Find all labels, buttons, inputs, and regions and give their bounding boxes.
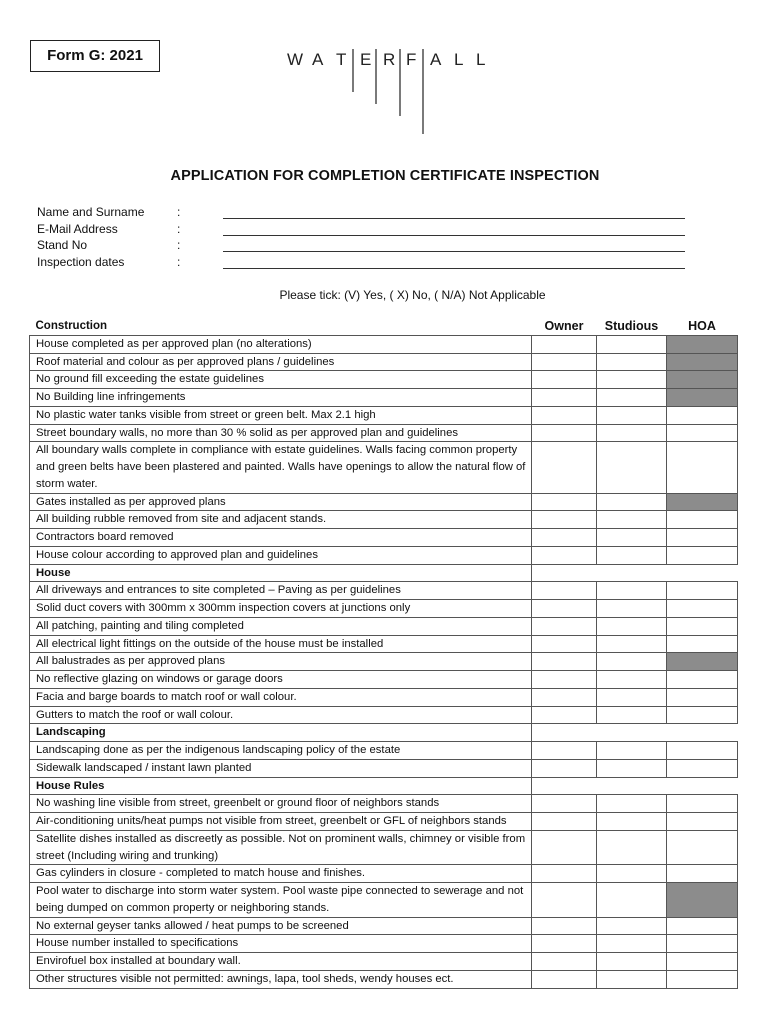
- hoa-tick-cell[interactable]: [667, 688, 738, 706]
- section-title: Construction: [30, 318, 532, 335]
- studious-tick-cell[interactable]: [597, 406, 667, 424]
- studious-tick-cell[interactable]: [597, 582, 667, 600]
- field-label: Inspection dates: [37, 255, 125, 270]
- owner-tick-cell[interactable]: [532, 546, 597, 564]
- field-colon: :: [177, 221, 181, 236]
- logo-letter: F: [406, 50, 417, 69]
- checklist-item-text: House completed as per approved plan (no alterations): [30, 335, 532, 353]
- hoa-shaded-cell: [667, 883, 738, 918]
- section-header-row: [30, 564, 738, 582]
- studious-tick-cell[interactable]: [597, 493, 667, 511]
- checklist-item-text: Sidewalk landscaped / instant lawn planted: [30, 759, 532, 777]
- studious-tick-cell[interactable]: [597, 706, 667, 724]
- section-header-row: [30, 777, 738, 795]
- inspection-checklist: [29, 318, 738, 989]
- owner-tick-cell[interactable]: [532, 865, 597, 883]
- studious-tick-cell[interactable]: [597, 759, 667, 777]
- hoa-tick-cell[interactable]: [667, 511, 738, 529]
- studious-tick-cell[interactable]: [597, 335, 667, 353]
- checklist-row: [30, 706, 738, 724]
- owner-tick-cell[interactable]: [532, 371, 597, 389]
- checklist-item-text: Landscaping done as per the indigenous landscaping policy of the estate: [30, 742, 532, 760]
- owner-tick-cell[interactable]: [532, 970, 597, 988]
- owner-tick-cell[interactable]: [532, 335, 597, 353]
- field-colon: :: [177, 255, 181, 270]
- hoa-tick-cell[interactable]: [667, 970, 738, 988]
- owner-tick-cell[interactable]: [532, 953, 597, 971]
- checklist-item-text: All driveways and entrances to site completed – Paving as per guidelines: [30, 582, 532, 600]
- applicant-fields: [37, 205, 697, 272]
- field-label: E-Mail Address: [37, 221, 118, 236]
- tick-instructions: Please tick: (V) Yes, ( X) No, ( N/A) Not Applicable: [279, 288, 546, 302]
- owner-tick-cell[interactable]: [532, 353, 597, 371]
- checklist-row: [30, 529, 738, 547]
- checklist-row: [30, 759, 738, 777]
- checklist-row: [30, 389, 738, 407]
- email-input-line[interactable]: [223, 235, 685, 236]
- column-header: HOA: [667, 318, 738, 335]
- checklist-row: [30, 617, 738, 635]
- studious-tick-cell[interactable]: [597, 442, 667, 493]
- studious-tick-cell[interactable]: [597, 389, 667, 407]
- section-title: Landscaping: [30, 724, 532, 742]
- checklist-row: [30, 653, 738, 671]
- section-spacer: [532, 564, 597, 582]
- checklist-row: [30, 600, 738, 618]
- owner-tick-cell[interactable]: [532, 742, 597, 760]
- field-colon: :: [177, 238, 181, 253]
- section-spacer: [597, 564, 667, 582]
- checklist-row: [30, 935, 738, 953]
- owner-tick-cell[interactable]: [532, 600, 597, 618]
- studious-tick-cell[interactable]: [597, 600, 667, 618]
- owner-tick-cell[interactable]: [532, 795, 597, 813]
- hoa-tick-cell[interactable]: [667, 635, 738, 653]
- owner-tick-cell[interactable]: [532, 582, 597, 600]
- hoa-tick-cell[interactable]: [667, 600, 738, 618]
- owner-tick-cell[interactable]: [532, 493, 597, 511]
- name-input-line[interactable]: [223, 218, 685, 219]
- checklist-row: [30, 635, 738, 653]
- section-spacer: [532, 724, 597, 742]
- owner-tick-cell[interactable]: [532, 813, 597, 831]
- checklist-item-text: House colour according to approved plan and guidelines: [30, 546, 532, 564]
- stand-no-input-line[interactable]: [223, 251, 685, 252]
- checklist-item-text: Air-conditioning units/heat pumps not visible from street, greenbelt or GFL of neighbors stands: [30, 813, 532, 831]
- waterfall-logo: [285, 44, 500, 139]
- checklist-row: [30, 353, 738, 371]
- studious-tick-cell[interactable]: [597, 546, 667, 564]
- section-spacer: [597, 777, 667, 795]
- hoa-tick-cell[interactable]: [667, 830, 738, 865]
- checklist-item-text: House number installed to specifications: [30, 935, 532, 953]
- checklist-item-text: Gutters to match the roof or wall colour.: [30, 706, 532, 724]
- studious-tick-cell[interactable]: [597, 653, 667, 671]
- hoa-tick-cell[interactable]: [667, 671, 738, 689]
- hoa-shaded-cell: [667, 335, 738, 353]
- checklist-row: [30, 406, 738, 424]
- checklist-item-text: Street boundary walls, no more than 30 % solid as per approved plan and guidelines: [30, 424, 532, 442]
- hoa-tick-cell[interactable]: [667, 813, 738, 831]
- owner-tick-cell[interactable]: [532, 883, 597, 918]
- studious-tick-cell[interactable]: [597, 742, 667, 760]
- studious-tick-cell[interactable]: [597, 688, 667, 706]
- checklist-item-text: No Building line infringements: [30, 389, 532, 407]
- checklist-item-text: All patching, painting and tiling completed: [30, 617, 532, 635]
- owner-tick-cell[interactable]: [532, 688, 597, 706]
- logo-letter: L: [454, 50, 464, 69]
- section-spacer: [667, 777, 738, 795]
- field-email[interactable]: [37, 222, 697, 239]
- studious-tick-cell[interactable]: [597, 935, 667, 953]
- section-spacer: [597, 724, 667, 742]
- column-header: Owner: [532, 318, 597, 335]
- checklist-item-text: All electrical light fittings on the outside of the house must be installed: [30, 635, 532, 653]
- section-header-row: [30, 318, 738, 335]
- checklist-item-text: Roof material and colour as per approved plans / guidelines: [30, 353, 532, 371]
- checklist-row: [30, 795, 738, 813]
- studious-tick-cell[interactable]: [597, 813, 667, 831]
- checklist-item-text: No ground fill exceeding the estate guidelines: [30, 371, 532, 389]
- checklist-item-text: Gates installed as per approved plans: [30, 493, 532, 511]
- owner-tick-cell[interactable]: [532, 442, 597, 493]
- checklist-item-text: Facia and barge boards to match roof or wall colour.: [30, 688, 532, 706]
- checklist-row: [30, 813, 738, 831]
- checklist-row: [30, 953, 738, 971]
- owner-tick-cell[interactable]: [532, 424, 597, 442]
- owner-tick-cell[interactable]: [532, 406, 597, 424]
- checklist-item-text: No washing line visible from street, greenbelt or ground floor of neighbors stands: [30, 795, 532, 813]
- studious-tick-cell[interactable]: [597, 671, 667, 689]
- owner-tick-cell[interactable]: [532, 653, 597, 671]
- logo-letter: A: [430, 50, 442, 69]
- studious-tick-cell[interactable]: [597, 529, 667, 547]
- checklist-row: [30, 671, 738, 689]
- hoa-shaded-cell: [667, 353, 738, 371]
- hoa-tick-cell[interactable]: [667, 742, 738, 760]
- studious-tick-cell[interactable]: [597, 424, 667, 442]
- hoa-tick-cell[interactable]: [667, 546, 738, 564]
- checklist-row: [30, 865, 738, 883]
- column-header: Studious: [597, 318, 667, 335]
- checklist-item-text: Solid duct covers with 300mm x 300mm inspection covers at junctions only: [30, 600, 532, 618]
- owner-tick-cell[interactable]: [532, 830, 597, 865]
- hoa-tick-cell[interactable]: [667, 953, 738, 971]
- logo-letter: R: [383, 50, 396, 69]
- owner-tick-cell[interactable]: [532, 617, 597, 635]
- owner-tick-cell[interactable]: [532, 635, 597, 653]
- section-title: House: [30, 564, 532, 582]
- checklist-row: [30, 424, 738, 442]
- form-label: Form G: 2021: [30, 40, 160, 72]
- field-label: Stand No: [37, 238, 88, 253]
- checklist-item-text: No external geyser tanks allowed / heat pumps to be screened: [30, 917, 532, 935]
- studious-tick-cell[interactable]: [597, 353, 667, 371]
- field-colon: :: [177, 205, 181, 219]
- field-label: Name and Surname: [37, 205, 145, 219]
- inspection-dates-input-line[interactable]: [223, 268, 685, 269]
- owner-tick-cell[interactable]: [532, 511, 597, 529]
- logo-letter: W: [287, 50, 304, 69]
- checklist-item-text: Envirofuel box installed at boundary wall.: [30, 953, 532, 971]
- hoa-shaded-cell: [667, 653, 738, 671]
- field-stand-no[interactable]: [37, 238, 697, 255]
- hoa-tick-cell[interactable]: [667, 442, 738, 493]
- hoa-tick-cell[interactable]: [667, 935, 738, 953]
- checklist-item-text: Contractors board removed: [30, 529, 532, 547]
- owner-tick-cell[interactable]: [532, 917, 597, 935]
- checklist-item-text: Pool water to discharge into storm water system. Pool waste pipe connected to sewerage and not being dumped on common property or neighboring stands.: [30, 883, 532, 918]
- checklist-row: [30, 688, 738, 706]
- checklist-item-text: No plastic water tanks visible from street or green belt. Max 2.1 high: [30, 406, 532, 424]
- checklist-row: [30, 830, 738, 865]
- checklist-row: [30, 493, 738, 511]
- checklist-item-text: Other structures visible not permitted: awnings, lapa, tool sheds, wendy houses ect.: [30, 970, 532, 988]
- owner-tick-cell[interactable]: [532, 671, 597, 689]
- hoa-shaded-cell: [667, 493, 738, 511]
- hoa-tick-cell[interactable]: [667, 582, 738, 600]
- checklist-item-text: All building rubble removed from site and adjacent stands.: [30, 511, 532, 529]
- hoa-tick-cell[interactable]: [667, 406, 738, 424]
- owner-tick-cell[interactable]: [532, 389, 597, 407]
- hoa-tick-cell[interactable]: [667, 617, 738, 635]
- checklist-row: [30, 546, 738, 564]
- section-spacer: [667, 724, 738, 742]
- hoa-shaded-cell: [667, 389, 738, 407]
- field-name[interactable]: [37, 205, 697, 222]
- hoa-tick-cell[interactable]: [667, 759, 738, 777]
- owner-tick-cell[interactable]: [532, 706, 597, 724]
- studious-tick-cell[interactable]: [597, 953, 667, 971]
- owner-tick-cell[interactable]: [532, 529, 597, 547]
- checklist-row: [30, 970, 738, 988]
- hoa-tick-cell[interactable]: [667, 795, 738, 813]
- studious-tick-cell[interactable]: [597, 883, 667, 918]
- checklist-item-text: No reflective glazing on windows or garage doors: [30, 671, 532, 689]
- hoa-shaded-cell: [667, 371, 738, 389]
- hoa-tick-cell[interactable]: [667, 424, 738, 442]
- hoa-tick-cell[interactable]: [667, 917, 738, 935]
- checklist-item-text: Gas cylinders in closure - completed to match house and finishes.: [30, 865, 532, 883]
- studious-tick-cell[interactable]: [597, 617, 667, 635]
- studious-tick-cell[interactable]: [597, 917, 667, 935]
- hoa-tick-cell[interactable]: [667, 865, 738, 883]
- checklist-row: [30, 511, 738, 529]
- logo-letter: A: [312, 50, 324, 69]
- studious-tick-cell[interactable]: [597, 371, 667, 389]
- checklist-row: [30, 442, 738, 493]
- field-inspection-dates[interactable]: [37, 255, 697, 272]
- page-title: APPLICATION FOR COMPLETION CERTIFICATE INSPECTION: [170, 168, 600, 184]
- section-header-row: [30, 724, 738, 742]
- checklist-row: [30, 917, 738, 935]
- hoa-tick-cell[interactable]: [667, 529, 738, 547]
- section-spacer: [667, 564, 738, 582]
- checklist-row: [30, 883, 738, 918]
- checklist-item-text: All balustrades as per approved plans: [30, 653, 532, 671]
- studious-tick-cell[interactable]: [597, 865, 667, 883]
- checklist-item-text: Satellite dishes installed as discreetly as possible. Not on prominent walls, chimney or visible from street (Including wiring and trunking): [30, 830, 532, 865]
- checklist-row: [30, 371, 738, 389]
- studious-tick-cell[interactable]: [597, 635, 667, 653]
- checklist-row: [30, 335, 738, 353]
- studious-tick-cell[interactable]: [597, 830, 667, 865]
- logo-letter: T: [336, 50, 347, 69]
- owner-tick-cell[interactable]: [532, 935, 597, 953]
- checklist-row: [30, 742, 738, 760]
- hoa-tick-cell[interactable]: [667, 706, 738, 724]
- checklist-item-text: All boundary walls complete in compliance with estate guidelines. Walls facing common property and green belts have been plastered and painted. Walls have openings to allow the natural flow of storm water.: [30, 442, 532, 493]
- logo-letter: L: [476, 50, 486, 69]
- owner-tick-cell[interactable]: [532, 759, 597, 777]
- section-title: House Rules: [30, 777, 532, 795]
- logo-letter: E: [360, 50, 372, 69]
- studious-tick-cell[interactable]: [597, 970, 667, 988]
- studious-tick-cell[interactable]: [597, 795, 667, 813]
- section-spacer: [532, 777, 597, 795]
- studious-tick-cell[interactable]: [597, 511, 667, 529]
- checklist-row: [30, 582, 738, 600]
